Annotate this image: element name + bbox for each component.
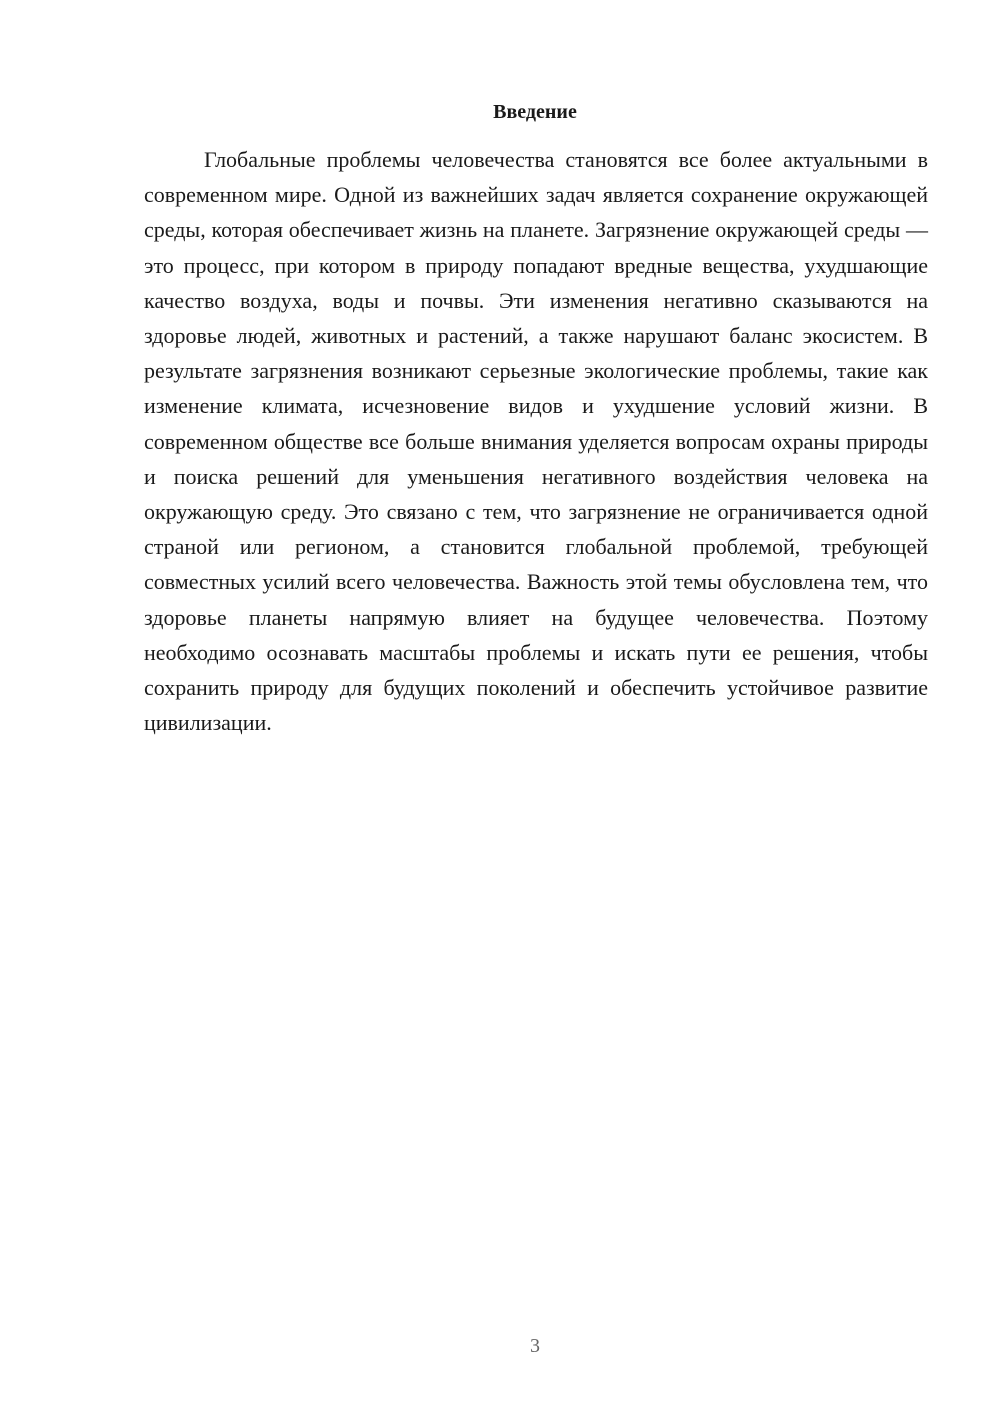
section-title: Введение [493, 101, 577, 123]
page-number: 3 [530, 1335, 540, 1357]
body-paragraph: Глобальные проблемы человечества становятся все более актуальными в современном мире. Одной из важнейших задач является сохранение окружающей среды, которая обеспечивает жизнь на планете. Загрязнение окружающей среды — это процесс, при котором в природу попадают вредные вещества, ухудшающие качество воздуха, воды и почвы. Эти изменения негативно сказываются на здоровье людей, животных и растений, а также нарушают баланс экосистем. В результате загрязнения возникают серьезные экологические проблемы, такие как изменение климата, исчезновение видов и ухудшение условий жизни. В современном обществе все больше внимания уделяется вопросам охраны природы и поиска решений для уменьшения негативного воздействия человека на окружающую среду. Это связано с тем, что загрязнение не ограничивается одной страной или регионом, а становится глобальной проблемой, требующей совместных усилий всего человечества. Важность этой темы обусловлена тем, что здоровье планеты напрямую влияет на будущее человечества. Поэтому необходимо осознавать масштабы проблемы и искать пути ее решения, чтобы сохранить природу для будущих поколений и обеспечить устойчивое развитие цивилизации. [144, 147, 928, 736]
